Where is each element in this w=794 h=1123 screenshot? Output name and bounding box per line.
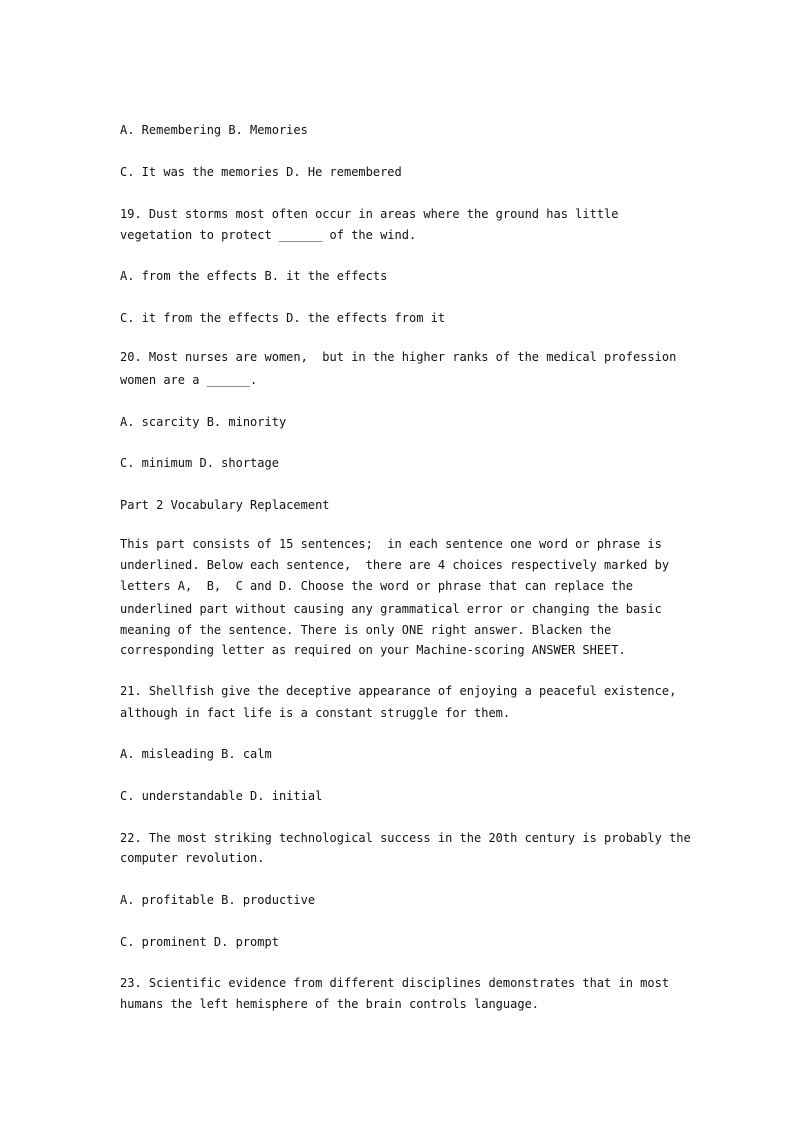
section-heading: Part 2 Vocabulary Replacement [120,498,330,512]
option-line-21-ab: A. misleading B. calm [120,747,272,761]
question-22-line-1: 22. The most striking technological success in the 20th century is probably the [120,831,691,845]
instructions-line-1: This part consists of 15 sentences; in each sentence one word or phrase is [120,537,662,551]
option-line-18-ab: A. Remembering B. Memories [120,123,308,137]
question-20-line-2: women are a ______. [120,373,258,387]
question-19-line-1: 19. Dust storms most often occur in areas where the ground has little [120,207,619,221]
question-19-line-2: vegetation to protect ______ of the wind. [120,228,417,242]
option-line-22-ab: A. profitable B. productive [120,893,316,907]
option-line-22-cd: C. prominent D. prompt [120,935,279,949]
question-20-line-1: 20. Most nurses are women, but in the higher ranks of the medical profession [120,350,677,364]
question-23-line-2: humans the left hemisphere of the brain controls language. [120,997,540,1011]
option-line-18-cd: C. It was the memories D. He remembered [120,165,402,179]
option-line-20-cd: C. minimum D. shortage [120,456,279,470]
option-line-19-ab: A. from the effects B. it the effects [120,269,388,283]
instructions-line-6: corresponding letter as required on your Machine-scoring ANSWER SHEET. [120,643,626,657]
question-21-line-2: although in fact life is a constant struggle for them. [120,706,511,720]
instructions-line-4: underlined part without causing any grammatical error or changing the basic [120,602,662,616]
option-line-20-ab: A. scarcity B. minority [120,415,287,429]
instructions-line-2: underlined. Below each sentence, there are 4 choices respectively marked by [120,558,670,572]
option-line-19-cd: C. it from the effects D. the effects from it [120,311,446,325]
question-23-line-1: 23. Scientific evidence from different disciplines demonstrates that in most [120,976,670,990]
question-21-line-1: 21. Shellfish give the deceptive appearance of enjoying a peaceful existence, [120,684,677,698]
option-line-21-cd: C. understandable D. initial [120,789,323,803]
question-22-line-2: computer revolution. [120,851,265,865]
instructions-line-3: letters A, B, C and D. Choose the word or phrase that can replace the [120,579,633,593]
instructions-line-5: meaning of the sentence. There is only ONE right answer. Blacken the [120,623,612,637]
